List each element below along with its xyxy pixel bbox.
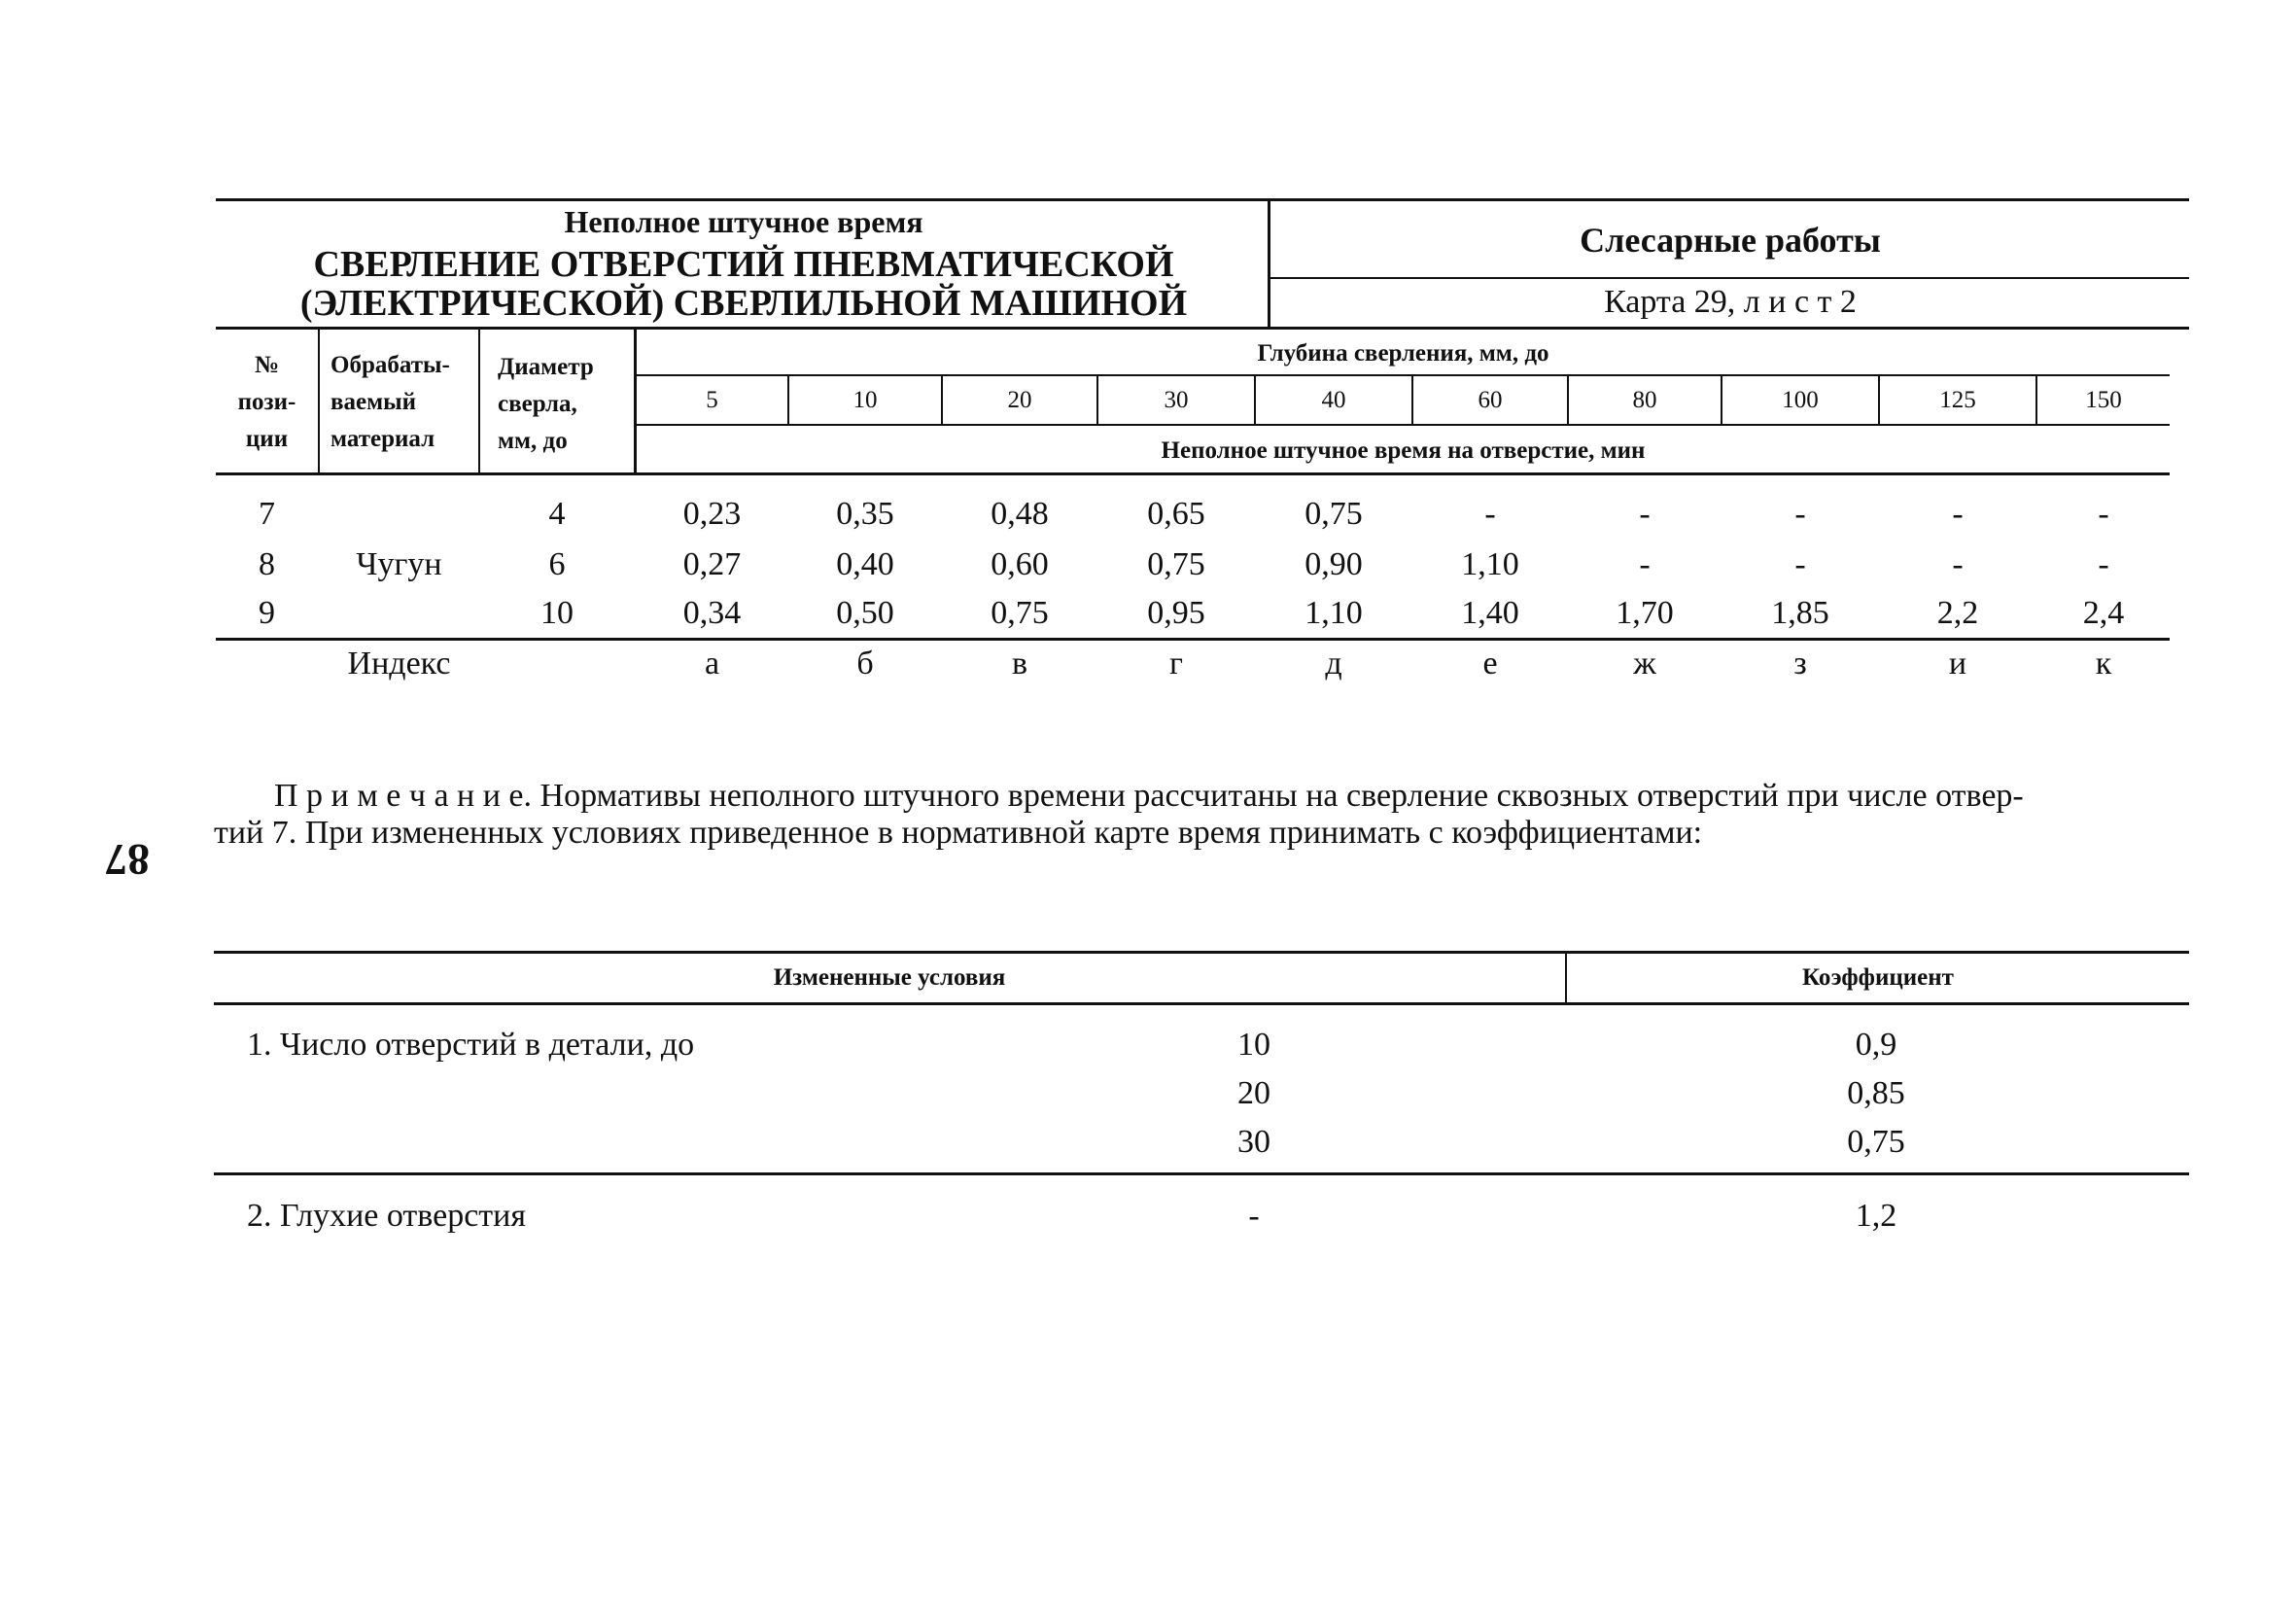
coef-item1-label: 1. Число отверстий в детали, до — [247, 1027, 695, 1063]
row-diameter: 6 — [548, 546, 566, 582]
depth-row-bottom-rule — [634, 424, 2170, 426]
col-diameter-line3: мм, до — [498, 428, 568, 454]
table-col-sep-2 — [478, 327, 480, 474]
row-value: - — [1952, 496, 1964, 532]
note-line1 — [274, 778, 2024, 815]
row-value: 2,4 — [2082, 595, 2125, 631]
index-value: з — [1793, 646, 1807, 681]
row-pos: 8 — [259, 546, 275, 582]
row-value: - — [1484, 496, 1496, 532]
row-value: 0,75 — [1147, 546, 1205, 582]
row-value: 0,60 — [991, 546, 1049, 582]
row-value: - — [1794, 546, 1806, 582]
depth-value: 60 — [1478, 387, 1503, 413]
index-value: б — [856, 646, 874, 681]
row-value: 1,10 — [1305, 595, 1363, 631]
header-subtitle: Неполное штучное время — [564, 204, 923, 239]
row-value: 1,40 — [1461, 595, 1519, 631]
note-text-line2: тий 7. При измененных условиях приведенное в нормативной карте время принимать с коэффициентами: — [214, 815, 1703, 851]
row-value: 0,23 — [682, 496, 742, 532]
row-value: 2,2 — [1936, 595, 1979, 631]
col-material-line3: материал — [330, 426, 435, 452]
depth-value: 10 — [852, 387, 878, 413]
header-bottom-rule — [216, 327, 2189, 330]
depth-row-top-rule — [634, 374, 2170, 376]
coef-col-coef: Коэффициент — [1802, 964, 1954, 991]
coef-top-rule — [214, 951, 2189, 954]
header-category: Слесарные работы — [1580, 221, 1881, 260]
row-value: 1,70 — [1616, 595, 1674, 631]
header-right-mid-rule — [1268, 277, 2189, 279]
table-header-bottom-rule — [216, 472, 2170, 475]
depth-header: Глубина сверления, мм, до — [1257, 340, 1549, 367]
col-diameter-line1: Диаметр — [498, 354, 594, 380]
coef-item1-value: 30 — [1237, 1124, 1270, 1160]
row-value: 0,50 — [836, 595, 894, 631]
depth-value: 125 — [1939, 387, 1976, 413]
time-header: Неполное штучное время на отверстие, мин — [1161, 437, 1646, 464]
index-value: г — [1169, 646, 1183, 681]
row-value: 0,40 — [836, 546, 894, 582]
header-title-line2: (ЭЛЕКТРИЧЕСКОЙ) СВЕРЛИЛЬНОЙ МАШИНОЙ — [299, 283, 1188, 324]
index-value: а — [704, 646, 720, 681]
material-cell: Чугун — [356, 546, 442, 582]
depth-value: 30 — [1164, 387, 1189, 413]
header-card: Карта 29, л и с т 2 — [1604, 284, 1857, 320]
col-material-line2: ваемый — [330, 389, 417, 415]
row-value: 1,10 — [1461, 546, 1519, 582]
row-value: - — [1952, 546, 1964, 582]
row-value: 0,75 — [991, 595, 1049, 631]
col-diameter-line2: сверла, — [498, 391, 577, 417]
row-pos: 9 — [259, 595, 275, 631]
index-value: д — [1325, 646, 1342, 681]
table-body-bottom-rule — [216, 638, 2170, 641]
coef-header-bottom-rule — [214, 1002, 2189, 1005]
coef-item2-label: 2. Глухие отверстия — [247, 1198, 526, 1234]
row-diameter: 4 — [548, 496, 566, 532]
coef-item1-value: 20 — [1237, 1075, 1270, 1111]
row-value: - — [1794, 496, 1806, 532]
coef-item2-value: - — [1248, 1198, 1260, 1234]
row-value: 0,75 — [1305, 496, 1363, 532]
col-material-line1: Обрабаты- — [330, 352, 450, 378]
depth-value: 150 — [2085, 387, 2122, 413]
index-label: Индекс — [347, 646, 451, 681]
depth-value: 80 — [1632, 387, 1657, 413]
row-value: - — [1639, 546, 1651, 582]
row-value: 0,65 — [1147, 496, 1205, 532]
header-divider-vertical — [1268, 198, 1270, 329]
row-value: 0,95 — [1147, 595, 1205, 631]
coef-item-divider — [214, 1172, 2189, 1175]
coef-item1-coef: 0,75 — [1847, 1124, 1905, 1160]
coef-item1-value: 10 — [1237, 1027, 1270, 1063]
index-value: и — [1948, 646, 1967, 681]
row-value: - — [2098, 496, 2109, 532]
coef-item1-coef: 0,9 — [1855, 1027, 1897, 1063]
header-title-line1: СВЕРЛЕНИЕ ОТВЕРСТИЙ ПНЕВМАТИЧЕСКОЙ — [313, 244, 1174, 285]
table-col-sep-1 — [318, 327, 320, 474]
coef-item2-coef: 1,2 — [1855, 1198, 1897, 1234]
row-diameter: 10 — [540, 595, 574, 631]
depth-value: 5 — [706, 387, 718, 413]
index-value: в — [1011, 646, 1028, 681]
row-pos: 7 — [259, 496, 275, 532]
row-value: 0,34 — [682, 595, 742, 631]
row-value: 0,90 — [1305, 546, 1363, 582]
row-value: 0,48 — [991, 496, 1049, 532]
row-value: 1,85 — [1771, 595, 1829, 631]
note-text-line1: Нормативы неполного штучного времени рассчитаны на сверление сквозных отверстий при числе отвер- — [539, 778, 2024, 814]
depth-value: 100 — [1782, 387, 1819, 413]
index-value: е — [1482, 646, 1498, 681]
col-pos-line2: пози- — [237, 389, 296, 415]
note-label: П р и м е ч а н и е. — [274, 778, 533, 814]
row-value: - — [2098, 546, 2109, 582]
index-value: к — [2095, 646, 2112, 681]
col-pos-line3: ции — [245, 426, 289, 452]
coef-item1-coef: 0,85 — [1847, 1075, 1905, 1111]
depth-value: 40 — [1321, 387, 1346, 413]
header-top-rule — [216, 198, 2189, 201]
index-value: ж — [1633, 646, 1656, 681]
row-value: 0,27 — [682, 546, 742, 582]
col-pos-line1: № — [254, 352, 280, 378]
row-value: - — [1639, 496, 1651, 532]
coef-col-conditions: Измененные условия — [773, 964, 1006, 991]
depth-value: 20 — [1007, 387, 1032, 413]
row-value: 0,35 — [836, 496, 894, 532]
page-number: 87 — [105, 835, 150, 885]
